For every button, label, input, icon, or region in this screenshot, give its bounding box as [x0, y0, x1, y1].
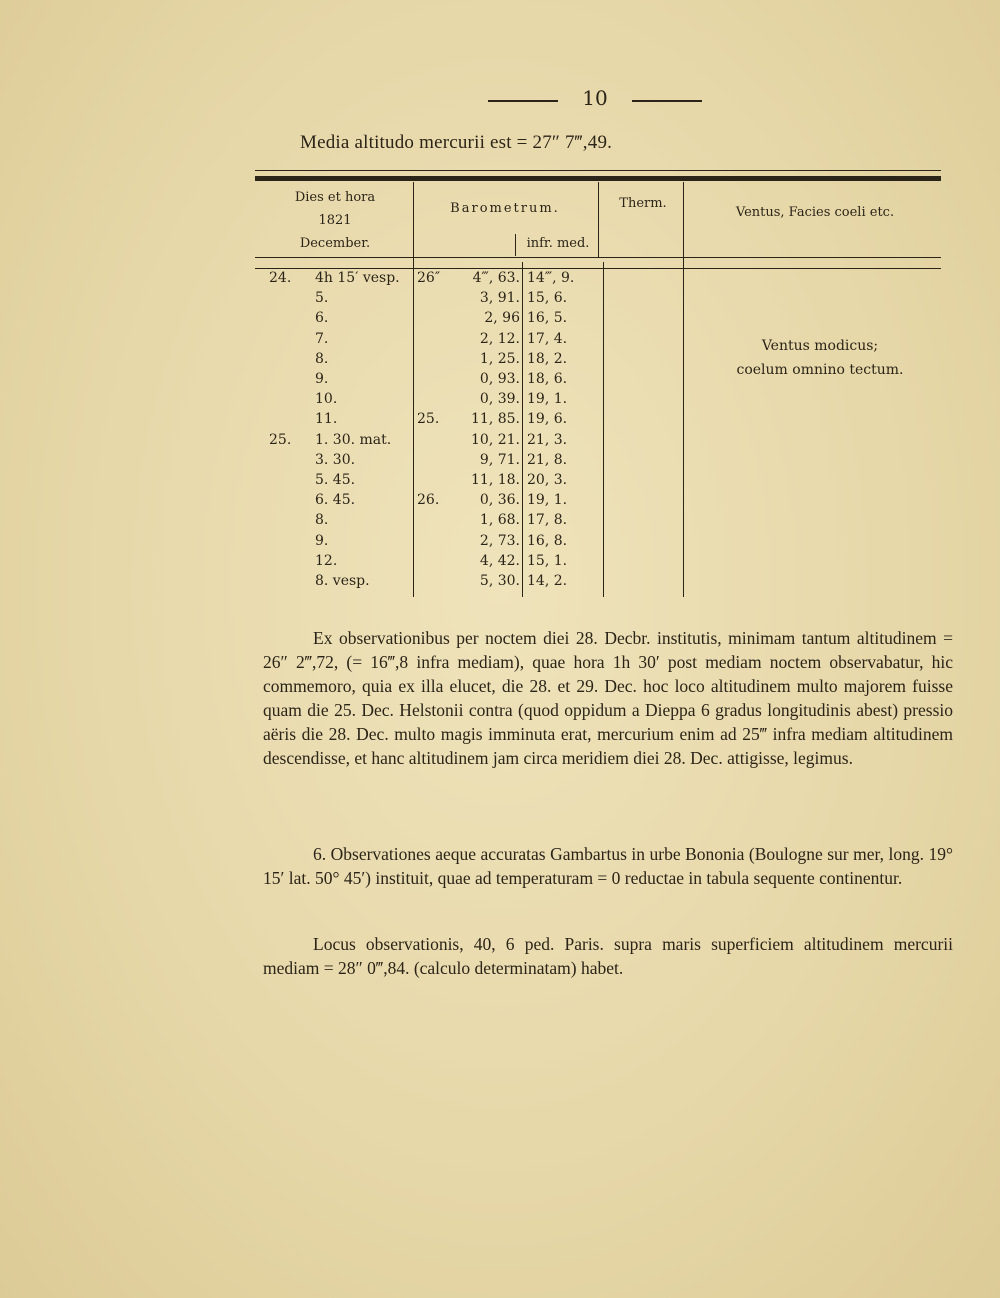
- header-dies-line1: Dies et hora: [294, 190, 376, 205]
- row-hour: 12.: [315, 552, 338, 569]
- table-row: [255, 533, 855, 553]
- table-header-rule-2: [255, 268, 941, 269]
- row-barometer: 4, 42.: [479, 552, 520, 569]
- header-therm: Therm.: [619, 196, 667, 211]
- row-infra-media: 19, 1.: [527, 391, 568, 408]
- row-hour: 7.: [315, 330, 329, 347]
- row-barometer: 2, 96: [484, 310, 520, 327]
- header-barometrum: Barometrum.: [450, 201, 560, 216]
- row-baro-prefix: 26.: [417, 492, 440, 509]
- row-barometer: 1, 25.: [479, 350, 520, 367]
- paragraph-gambartus: [263, 842, 953, 890]
- row-hour: 9.: [315, 532, 329, 549]
- table-row: [255, 492, 855, 512]
- table-divider-therm-head: [598, 182, 599, 257]
- row-infra-media: 14‴, 9.: [527, 270, 575, 286]
- row-infra-media: 18, 6.: [527, 371, 568, 387]
- row-hour: 10.: [315, 391, 338, 408]
- row-barometer: 11, 85.: [471, 411, 520, 428]
- header-dies-line3: December.: [299, 236, 371, 251]
- row-barometer: 9, 71.: [479, 451, 520, 468]
- row-barometer: 3, 91.: [479, 290, 520, 307]
- row-hour: 6. 45.: [315, 492, 356, 509]
- wind-description-line2: coelum omnino tectum.: [736, 362, 904, 378]
- row-infra-media: 14, 2.: [527, 573, 568, 589]
- table-row: [255, 432, 855, 452]
- table-row: [255, 452, 855, 472]
- row-infra-media: 17, 4.: [527, 330, 568, 347]
- header-dies-line2: 1821: [318, 213, 352, 228]
- row-infra-media: 21, 8.: [527, 451, 568, 468]
- table-row: [255, 310, 855, 330]
- row-infra-media: 18, 2.: [527, 350, 568, 367]
- row-hour: 4h 15′ vesp.: [315, 270, 400, 286]
- row-day: 25.: [269, 431, 292, 448]
- row-infra-media: 20, 3.: [527, 472, 568, 488]
- table-row: [255, 290, 855, 310]
- row-barometer: 4‴, 63.: [472, 270, 520, 286]
- table-row: [255, 573, 855, 593]
- row-barometer: 11, 18.: [471, 472, 520, 488]
- paragraph-observations: [263, 626, 953, 770]
- table-row: [255, 553, 855, 573]
- row-barometer: 0, 93.: [479, 371, 520, 387]
- row-hour: 9.: [315, 371, 329, 387]
- table-top-thin-rule: [255, 170, 941, 171]
- table-row: [255, 391, 855, 411]
- row-day: 24.: [269, 270, 292, 286]
- header-rule-left: [488, 100, 558, 102]
- row-barometer: 2, 12.: [479, 330, 520, 347]
- row-barometer: 10, 21.: [471, 431, 520, 448]
- paragraph-observations-text: Ex observationibus per noctem diei 28. Decbr. institutis, minimam tantum altitudinem = 26″ 2‴,72, (= 16‴,8 infra mediam), quae hora 1h 30′ post mediam noctem observabatur, hic commemoro, quia ex illa elucet, die 28. et 29. Dec. hoc loco altitudinem multo majorem fuisse quam die 25. Dec. Helstonii contra (quod oppidum a Dieppa 6 gradus longitudinis abest) pressio aëris die 28. Dec. multo magis imminuta erat, mercurium enim ad 25‴ infra mediam altitudinem descendisse, et hanc altitudinem jam circa meridiem diei 28. Dec. attigisse, legimus.: [263, 628, 953, 768]
- header-infr-med: infr. med.: [526, 236, 590, 251]
- row-infra-media: 21, 3.: [527, 431, 568, 448]
- row-hour: 5. 45.: [315, 472, 356, 488]
- row-barometer: 1, 68.: [479, 512, 520, 529]
- table-header-rule: [255, 257, 941, 258]
- table-top-thick-rule: [255, 176, 941, 181]
- row-hour: 5.: [315, 290, 329, 307]
- row-infra-media: 16, 8.: [527, 532, 568, 549]
- row-hour: 3. 30.: [315, 451, 356, 468]
- row-infra-media: 17, 8.: [527, 512, 568, 529]
- page-number: 10: [582, 86, 608, 110]
- row-barometer: 0, 39.: [479, 391, 520, 408]
- row-barometer: 0, 36.: [479, 492, 520, 509]
- row-baro-prefix: 25.: [417, 411, 440, 428]
- row-hour: 6.: [315, 310, 329, 327]
- row-infra-media: 19, 1.: [527, 492, 568, 509]
- wind-description-line1: Ventus modicus;: [761, 338, 879, 354]
- paragraph-locus-text: Locus observationis, 40, 6 ped. Paris. supra maris superficiem altitudinem mercurii mediam = 28″ 0‴,84. (calculo determinatam) habet.: [263, 934, 953, 978]
- row-barometer: 2, 73.: [479, 532, 520, 549]
- table-row: [255, 411, 855, 431]
- media-altitude-line: Media altitudo mercurii est = 27″ 7‴,49.: [300, 132, 613, 153]
- table-row: [255, 472, 855, 492]
- paragraph-gambartus-text: 6. Observationes aeque accuratas Gambartus in urbe Bononia (Boulogne sur mer, long. 19° 15′ lat. 50° 45′) instituit, quae ad temperaturam = 0 reductae in tabula sequente continentur.: [263, 844, 953, 888]
- table-divider-infr-head: [515, 234, 516, 256]
- row-baro-prefix: 26″: [417, 270, 441, 286]
- table-row: [255, 512, 855, 532]
- paragraph-locus: [263, 932, 953, 980]
- row-infra-media: 15, 6.: [527, 290, 568, 307]
- row-hour: 8.: [315, 350, 329, 367]
- row-infra-media: 19, 6.: [527, 411, 568, 428]
- row-hour: 1. 30. mat.: [315, 431, 392, 448]
- row-hour: 8.: [315, 512, 329, 529]
- row-infra-media: 16, 5.: [527, 310, 568, 327]
- row-hour: 8. vesp.: [315, 573, 370, 589]
- row-barometer: 5, 30.: [479, 573, 520, 589]
- table-row: [255, 270, 855, 290]
- header-ventus: Ventus, Facies coeli etc.: [735, 205, 895, 220]
- header-rule-right: [632, 100, 702, 102]
- row-infra-media: 15, 1.: [527, 552, 568, 569]
- row-hour: 11.: [315, 411, 338, 428]
